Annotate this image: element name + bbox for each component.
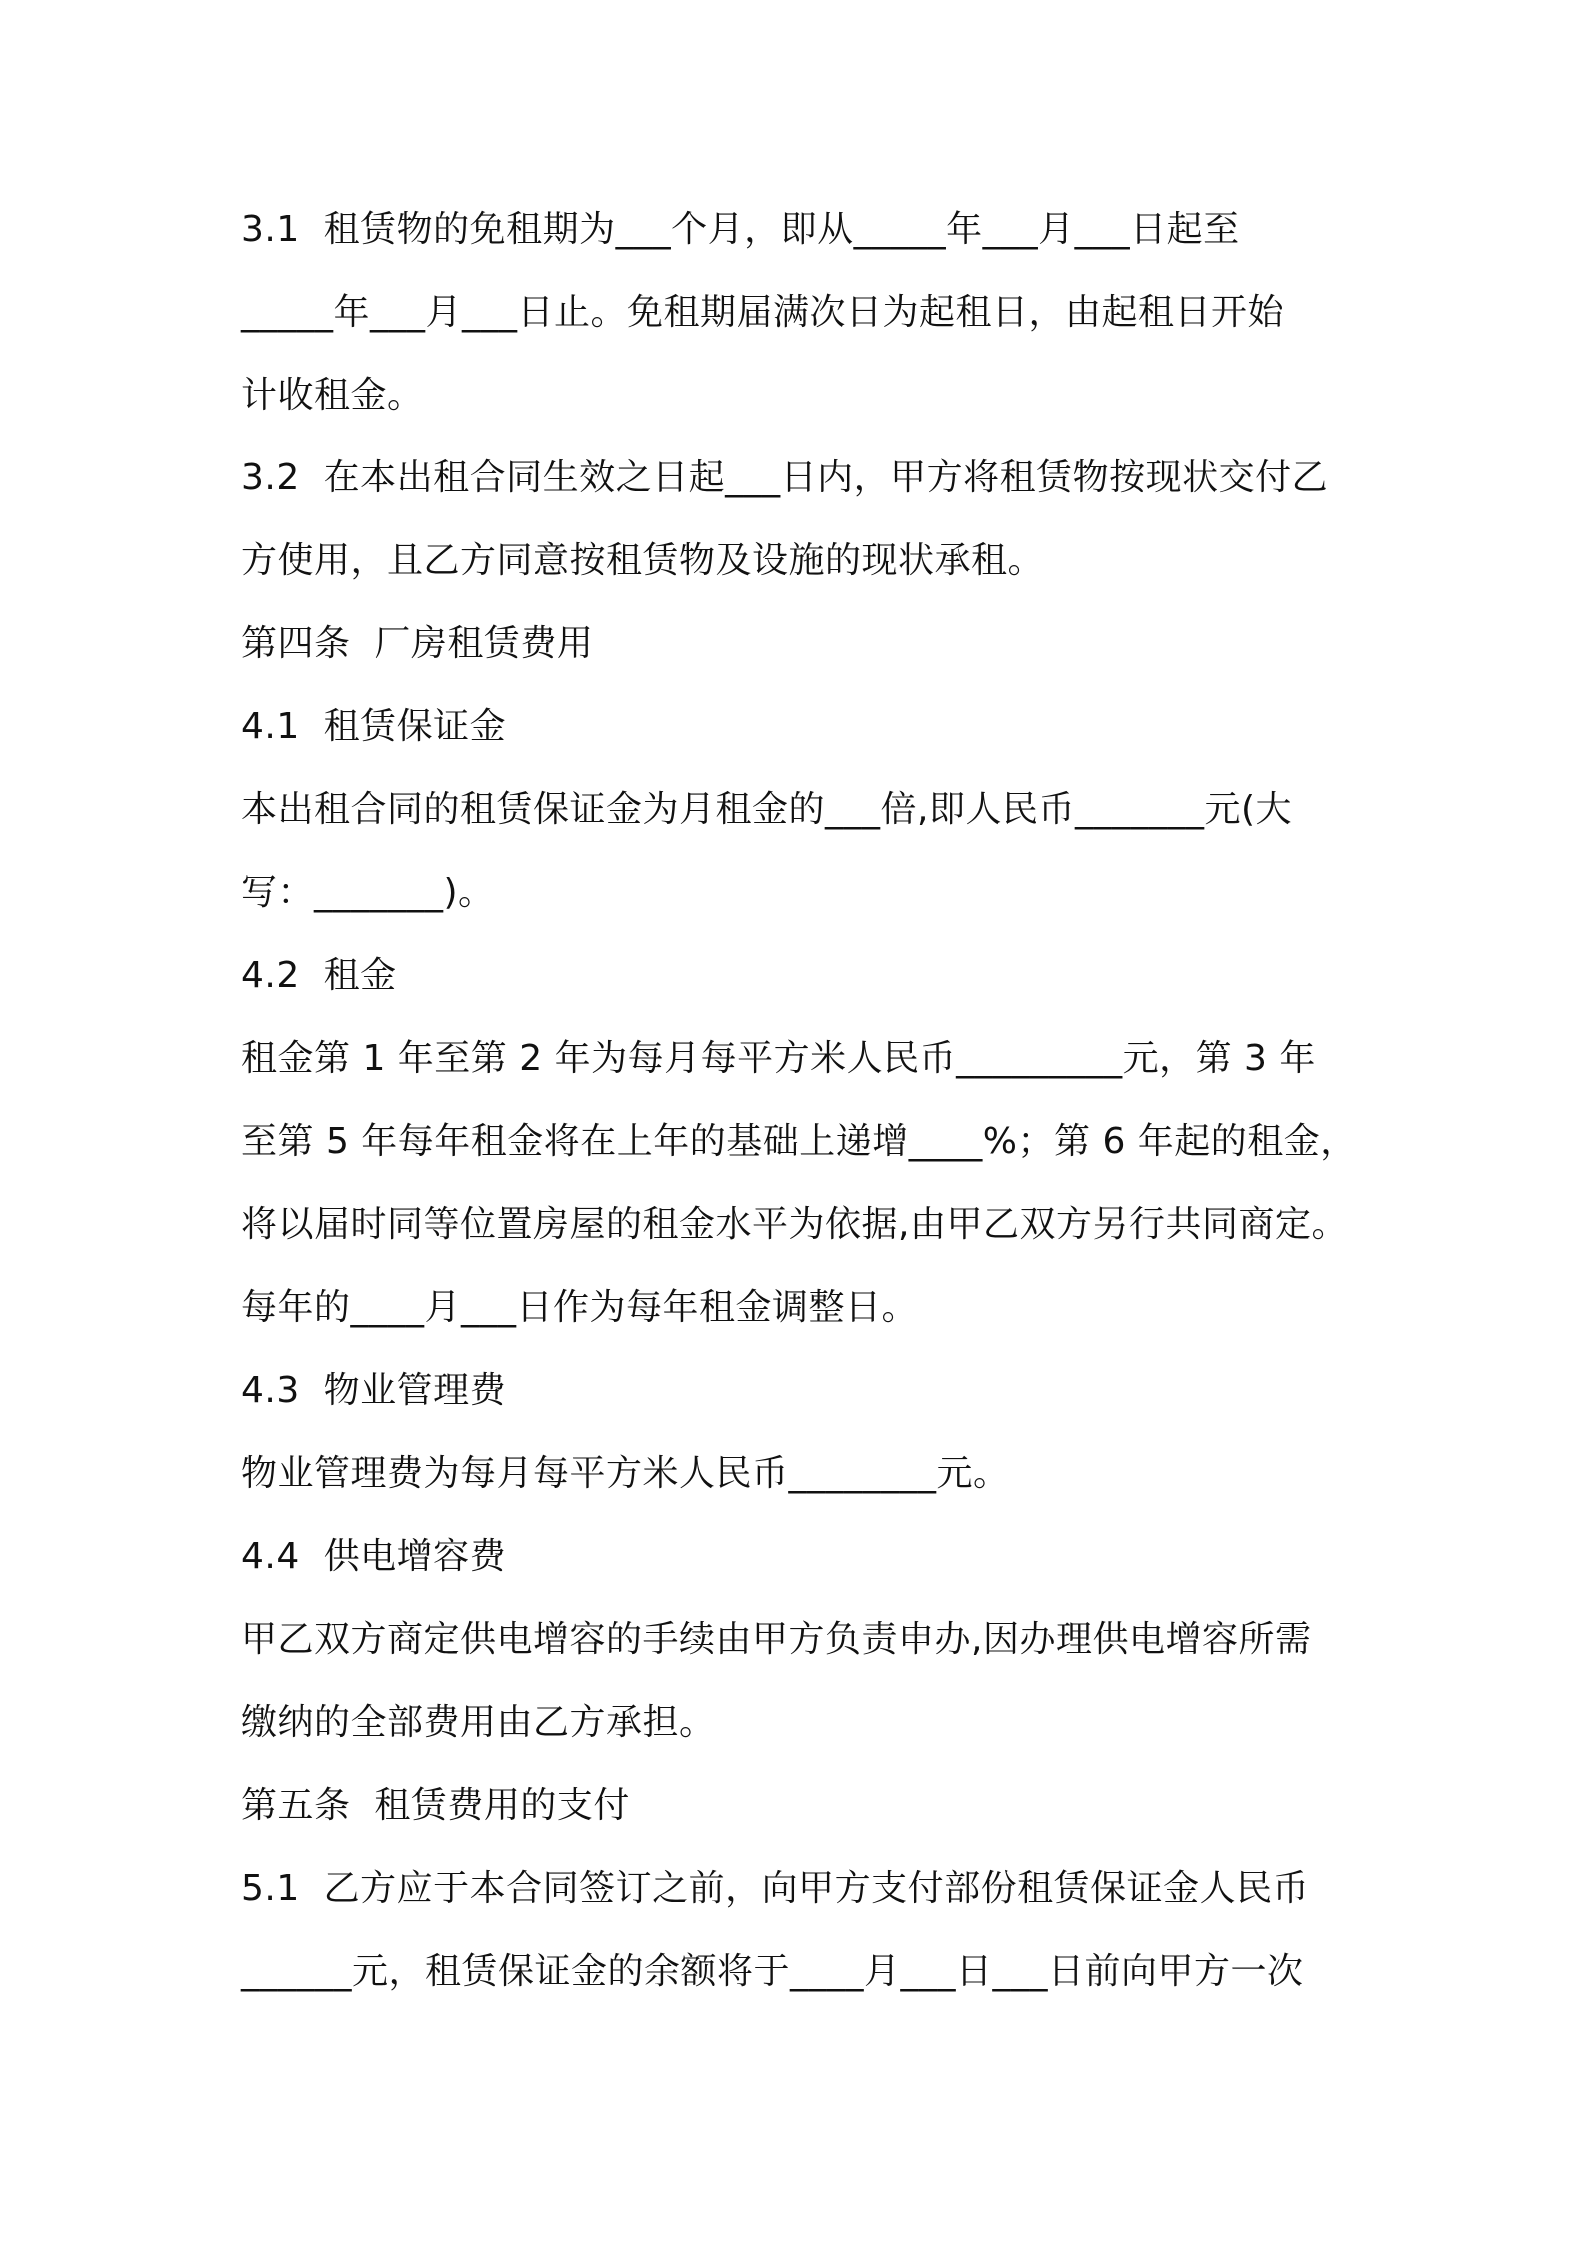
text-line: 3.1 租赁物的免租期为___个月，即从_____年___月___日起至 (241, 209, 1240, 250)
text-line: 每年的____月___日作为每年租金调整日。 (241, 1287, 919, 1328)
subsection-heading: 4.2 租金 (241, 955, 397, 996)
text-line: 将以届时同等位置房屋的租金水平为依据,由甲乙双方另行共同商定。 (241, 1204, 1348, 1245)
text-line: 至第 5 年每年租金将在上年的基础上递增____%；第 6 年起的租金， (241, 1121, 1357, 1162)
text-line: 写：_______)。 (241, 872, 495, 913)
text-line: 方使用，且乙方同意按租赁物及设施的现状承租。 (241, 540, 1045, 581)
text-line: 租金第 1 年至第 2 年为每月每平方米人民币_________元，第 3 年 (241, 1038, 1316, 1079)
section-heading: 第四条 厂房租赁费用 (241, 623, 594, 664)
text-line: 缴纳的全部费用由乙方承担。 (241, 1702, 716, 1743)
text-line: 计收租金。 (241, 375, 424, 416)
subsection-heading: 4.3 物业管理费 (241, 1370, 507, 1411)
section-heading: 第五条 租赁费用的支付 (241, 1785, 630, 1826)
text-line: _____年___月___日止。免租期届满次日为起租日，由起租日开始 (241, 292, 1285, 333)
text-line: 甲乙双方商定供电增容的手续由甲方负责申办,因办理供电增容所需 (241, 1619, 1312, 1660)
text-line: 本出租合同的租赁保证金为月租金的___倍,即人民币_______元(大 (241, 789, 1292, 830)
text-line: 5.1 乙方应于本合同签订之前，向甲方支付部份租赁保证金人民币 (241, 1868, 1310, 1909)
text-line: 物业管理费为每月每平方米人民币________元。 (241, 1453, 1010, 1494)
subsection-heading: 4.1 租赁保证金 (241, 706, 507, 747)
subsection-heading: 4.4 供电增容费 (241, 1536, 507, 1577)
text-line: 3.2 在本出租合同生效之日起___日内，甲方将租赁物按现状交付乙 (241, 457, 1329, 498)
text-line: ______元，租赁保证金的余额将于____月___日___日前向甲方一次 (241, 1951, 1304, 1992)
